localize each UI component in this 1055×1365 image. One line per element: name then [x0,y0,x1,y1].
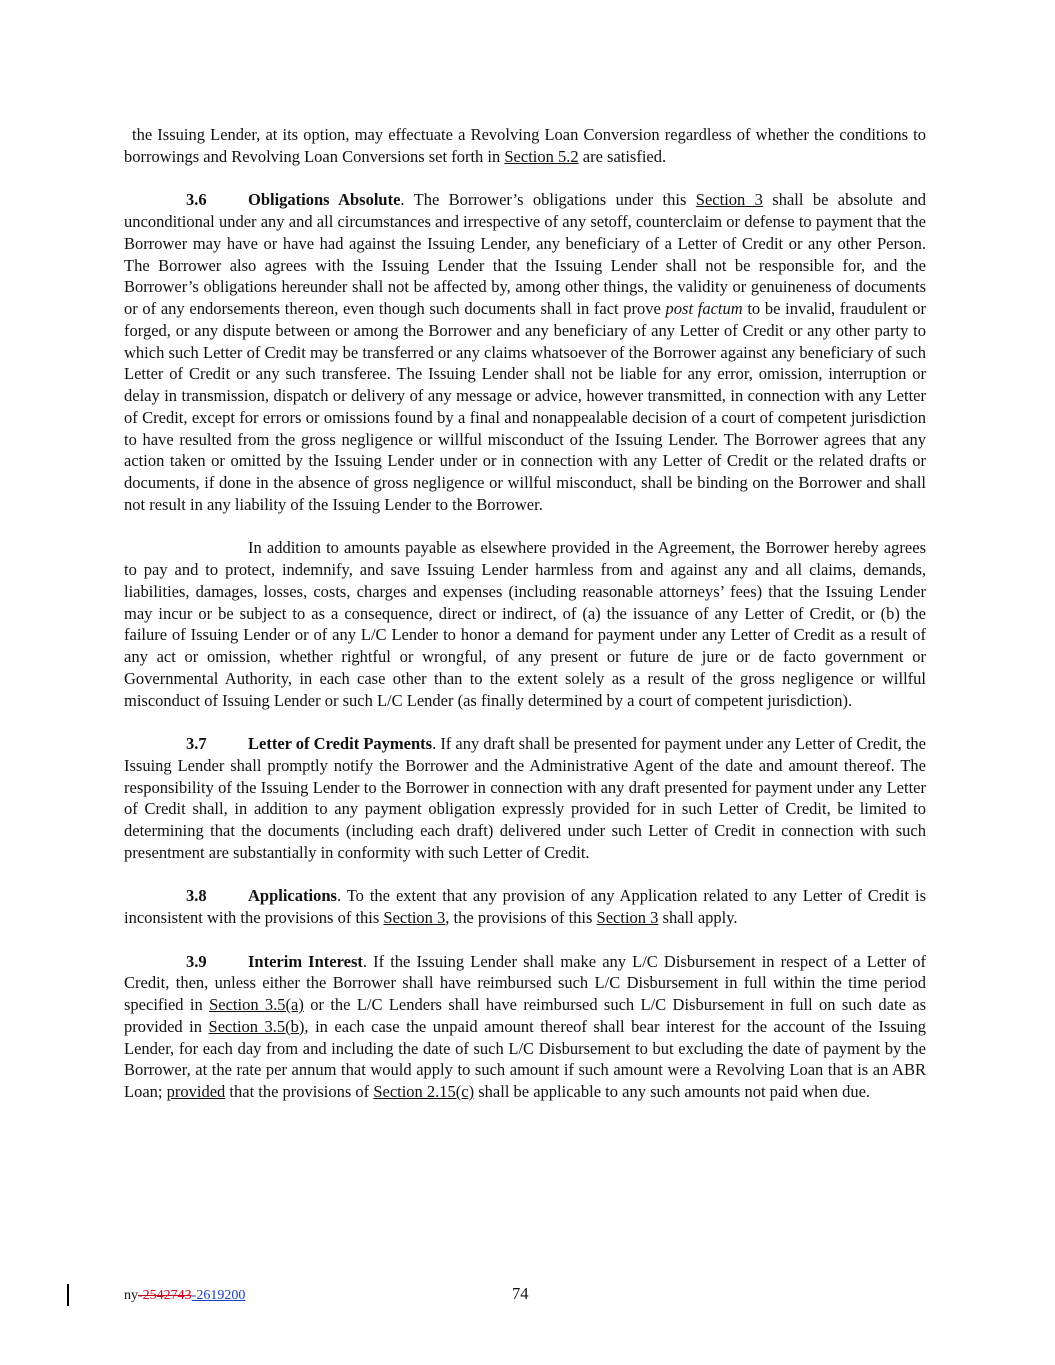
doc-id-prefix: ny [124,1288,138,1303]
text: to be invalid, fraudulent or forged, or any dispute between or among the Borrower and any beneficiary of any Letter of Credit or any other party to which such Letter of Credit may be transferred or any claims whatsoever of the Borrower against any beneficiary of such Letter of Credit or any such transferee. The Issuing Lender shall not be liable for any error, omission, interruption or delay in transmission, dispatch or delivery of any message or advice, however transmitted, in connection with any Letter of Credit, except for errors or omissions found by a final and nonappealable decision of a court of competent jurisdiction to have resulted from the gross negligence or willful misconduct of the Issuing Lender. The Borrower agrees that any action taken or omitted by the Issuing Lender under or in connection with any Letter of Credit or the related drafts or documents, if done in the absence of gross negligence or willful misconduct, shall be binding on the Borrower and shall not result in any liability of the Issuing Lender to the Borrower. [124,299,926,514]
section-reference: Section 3.5(b) [208,1016,305,1036]
text: In addition to amounts payable as elsewhere provided in the Agreement, the Borrower hereby agrees to pay and to protect, indemnify, and save Issuing Lender harmless from and against any and all claims, demands, liabilities, damages, losses, costs, charges and expenses (including reasonable attorneys’ fees) that the Issuing Lender may incur or be subject to as a consequence, direct or indirect, of (a) the issuance of any Letter of Credit, or (b) the failure of Issuing Lender or of any L/C Lender to honor a demand for payment under any Letter of Credit as a result of any act or omission, whether rightful or wrongful, of any present or future de jure or de facto government or Governmental Authority, in each case other than to the extent solely as a result of the gross negligence or willful misconduct of Issuing Lender or such L/C Lender (as finally determined by a court of competent jurisdiction). [124,538,926,710]
section-3-7 [124,733,926,864]
doc-id-inserted: -2619200 [191,1288,246,1303]
italic-term: post factum [665,299,743,318]
continued-paragraph [124,124,926,168]
text: the Issuing Lender, at its option, may effectuate a Revolving Loan Conversion regardless of whether the conditions to borrowings and Revolving Loan Conversions set forth in [124,125,926,166]
text: , the provisions of this [445,908,597,927]
doc-id-deleted: -2542743 [138,1288,192,1303]
section-3-9 [124,951,926,1103]
change-bar [67,1284,69,1306]
section-title: Interim Interest [248,951,363,971]
page-number: 74 [512,1284,529,1303]
section-number: 3.9 [186,951,207,971]
section-title: Letter of Credit Payments [248,734,433,753]
text: shall apply. [658,908,738,927]
section-number: 3.8 [186,886,207,906]
section-reference: Section 3 [596,908,659,927]
text: are satisfied. [578,146,667,166]
document-body [124,124,926,1125]
text: . To the extent that any provision of any Application related to any Letter of Credit is inconsistent with the provisions of this [124,886,926,927]
defined-term: provided [166,1082,226,1101]
section-title: Obligations Absolute [248,190,401,210]
text: that the provisions of [225,1082,374,1101]
text: . The Borrower’s obligations under this [400,190,696,210]
section-number: 3.6 [186,190,207,210]
text: shall be applicable to any such amounts not paid when due. [474,1082,871,1101]
section-3-8 [124,885,926,929]
section-reference: Section 3 [695,190,763,210]
section-reference: Section 5.2 [504,146,579,166]
section-reference: Section 2.15(c) [373,1082,475,1101]
page-footer [0,1284,1055,1314]
text: . If the Issuing Lender shall make any L/C Disbursement in respect of a Letter of Credit, then, unless either the Borrower shall have reimbursed such L/C Disbursement in full within the time period specified in [124,951,927,1014]
section-number: 3.7 [186,734,207,753]
indemnity-paragraph [124,537,926,711]
section-3-6 [124,189,926,515]
document-id [124,1288,245,1304]
section-title: Applications [248,886,337,906]
text: , in each case the unpaid amount thereof shall bear interest for the account of the Issuing Lender, for each day from and including the date of such L/C Disbursement to but excluding the date of payment by the Borrower, at the rate per annum that would apply to such amount if such amount were a Revolving Loan that is an ABR Loan; [124,1016,926,1101]
section-reference: Section 3.5(a) [209,995,304,1014]
section-reference: Section 3 [383,908,446,927]
text: or the L/C Lenders shall have reimbursed such L/C Disbursement in full on such date as provided in [124,995,926,1036]
text: . If any draft shall be presented for payment under any Letter of Credit, the Issuing Lender shall promptly notify the Borrower and the Administrative Agent of the date and amount thereof. The responsibility of the Issuing Lender to the Borrower in connection with any draft presented for payment under any Letter of Credit shall, in addition to any payment obligation expressly provided for in such Letter of Credit, be limited to determining that the documents (including each draft) delivered under such Letter of Credit in connection with such presentment are substantially in conformity with such Letter of Credit. [124,734,926,862]
text: shall be absolute and unconditional under any and all circumstances and irrespective of any setoff, counterclaim or defense to payment that the Borrower may have or have had against the Issuing Lender, any beneficiary of a Letter of Credit or any other Person. The Borrower also agrees with the Issuing Lender that the Issuing Lender shall not be responsible for, and the Borrower’s obligations hereunder shall not be affected by, among other things, the validity or genuineness of documents or of any endorsements thereon, even though such documents shall in fact prove [124,190,926,318]
